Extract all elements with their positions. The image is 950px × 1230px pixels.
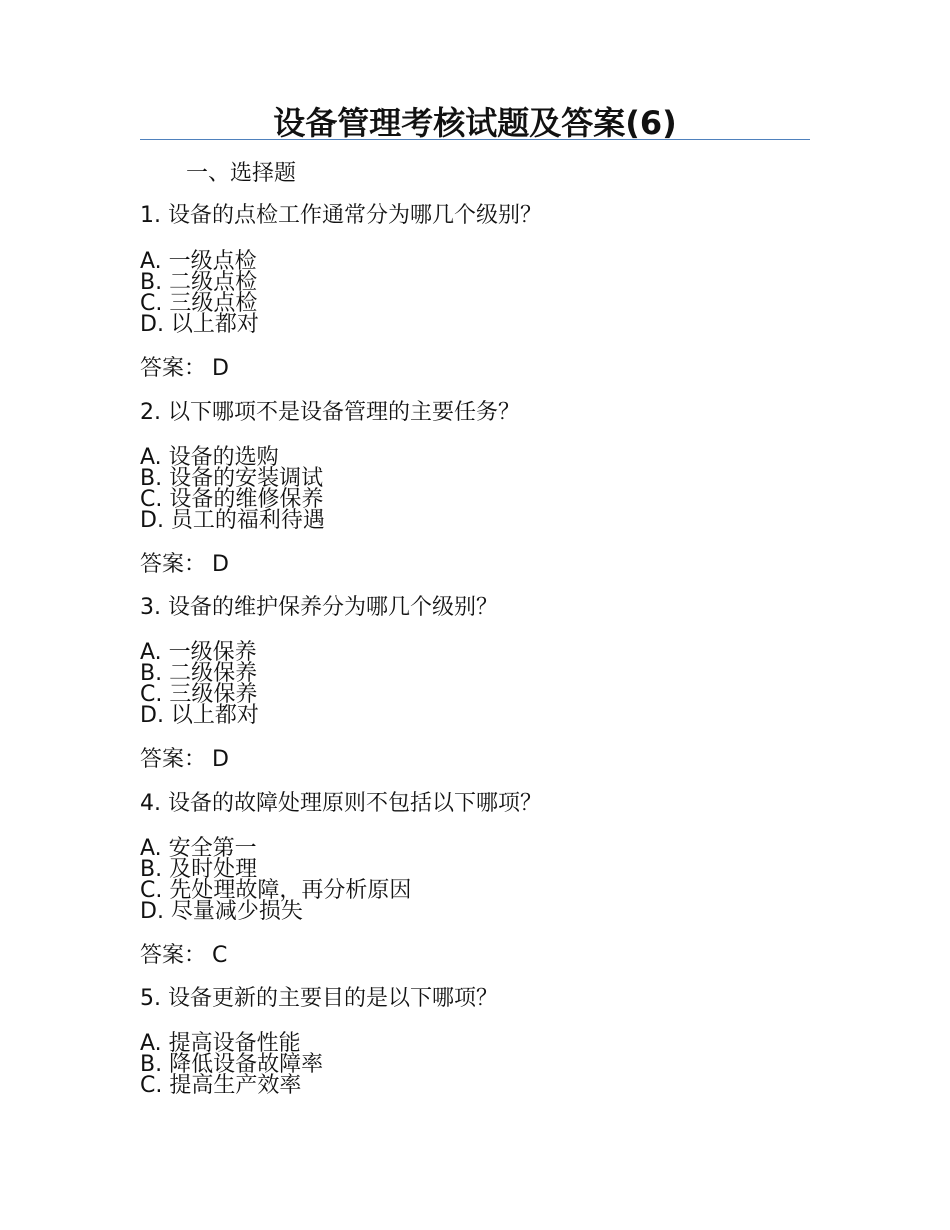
question-4-option-c: C. 先处理故障，再分析原因 bbox=[140, 878, 412, 903]
question-4-stem: 4. 设备的故障处理原则不包括以下哪项？ bbox=[140, 791, 542, 816]
title-underline bbox=[140, 139, 810, 140]
answer-label: 答案： bbox=[140, 552, 207, 577]
question-2-stem: 2. 以下哪项不是设备管理的主要任务？ bbox=[140, 400, 520, 425]
answer-value: D bbox=[212, 747, 229, 772]
question-1-option-a: A. 一级点检 bbox=[140, 249, 257, 274]
question-2-option-c: C. 设备的维修保养 bbox=[140, 487, 324, 512]
question-1-answer bbox=[140, 354, 229, 384]
document-title: 设备管理考核试题及答案(6) bbox=[273, 104, 677, 142]
question-4-option-d: D. 尽量减少损失 bbox=[140, 899, 303, 924]
question-5-stem: 5. 设备更新的主要目的是以下哪项？ bbox=[140, 986, 498, 1011]
question-3-option-c: C. 三级保养 bbox=[140, 682, 258, 707]
question-1-option-c: C. 三级点检 bbox=[140, 291, 258, 316]
question-1-option-b: B. 二级点检 bbox=[140, 270, 258, 295]
answer-value: D bbox=[212, 356, 229, 381]
question-1-stem: 1. 设备的点检工作通常分为哪几个级别？ bbox=[140, 203, 542, 228]
question-5-option-b: B. 降低设备故障率 bbox=[140, 1052, 324, 1077]
question-5-options bbox=[140, 1033, 323, 1096]
question-1-option-d: D. 以上都对 bbox=[140, 312, 259, 337]
answer-label: 答案： bbox=[140, 943, 207, 968]
question-3-options bbox=[140, 642, 259, 726]
question-4-answer bbox=[140, 941, 227, 971]
question-3-option-a: A. 一级保养 bbox=[140, 640, 257, 665]
question-4-option-b: B. 及时处理 bbox=[140, 857, 258, 882]
question-5-option-c: C. 提高生产效率 bbox=[140, 1073, 302, 1098]
question-3-stem: 3. 设备的维护保养分为哪几个级别？ bbox=[140, 595, 498, 620]
question-2-option-b: B. 设备的安装调试 bbox=[140, 466, 324, 491]
question-4-option-a: A. 安全第一 bbox=[140, 836, 257, 861]
question-2-option-a: A. 设备的选购 bbox=[140, 445, 279, 470]
question-5-option-a: A. 提高设备性能 bbox=[140, 1031, 301, 1056]
question-2-answer bbox=[140, 550, 229, 580]
answer-value: D bbox=[212, 552, 229, 577]
question-2-option-d: D. 员工的福利待遇 bbox=[140, 508, 325, 533]
question-4-options bbox=[140, 838, 411, 922]
question-1-options bbox=[140, 251, 259, 335]
question-3-option-d: D. 以上都对 bbox=[140, 703, 259, 728]
answer-label: 答案： bbox=[140, 747, 207, 772]
answer-value: C bbox=[212, 943, 228, 968]
answer-label: 答案： bbox=[140, 356, 207, 381]
question-3-option-b: B. 二级保养 bbox=[140, 661, 258, 686]
section-heading: 一、选择题 bbox=[186, 161, 297, 186]
question-2-options bbox=[140, 447, 325, 531]
question-3-answer bbox=[140, 745, 229, 775]
